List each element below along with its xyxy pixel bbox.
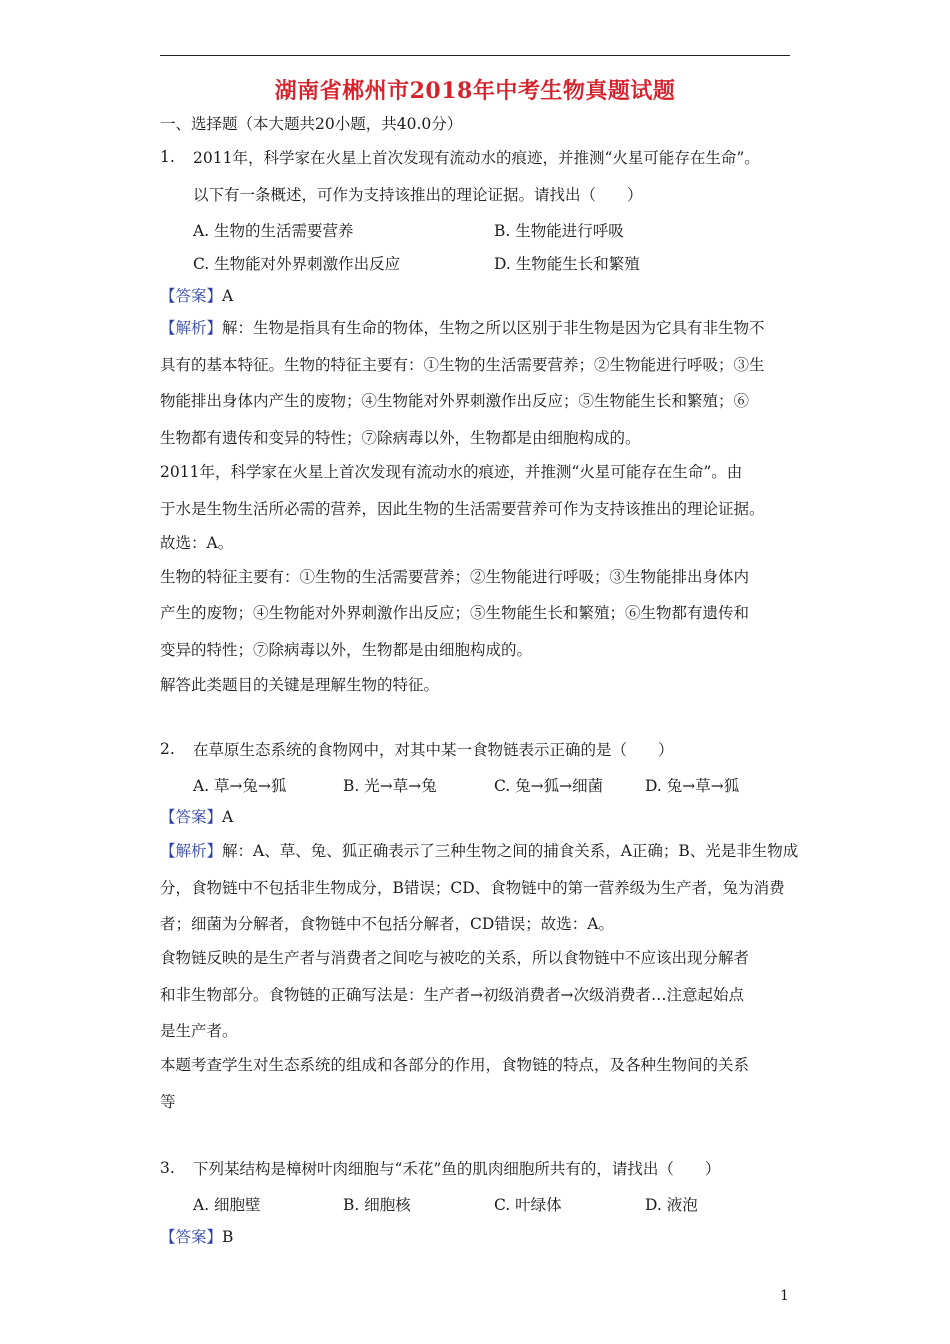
analysis-line: 解答此类题目的关键是理解生物的特征。 — [160, 676, 440, 694]
analysis-line: 故选：A。 — [160, 534, 234, 552]
header-rule — [160, 55, 790, 56]
analysis-line: 等 — [160, 1093, 176, 1111]
section-heading: 一、选择题（本大题共20小题，共40.0分） — [160, 115, 463, 133]
analysis-line: 食物链反映的是生产者与消费者之间吃与被吃的关系，所以食物链中不应该出现分解者 — [160, 949, 750, 967]
analysis-line — [160, 318, 765, 338]
answer-tag: 【答案】 — [160, 287, 223, 305]
answer-line — [160, 286, 233, 306]
answer-value: A — [222, 808, 234, 826]
option-c: C. 生物能对外界刺激作出反应 — [193, 255, 401, 273]
question-number: 1. — [160, 148, 175, 166]
analysis-line: 分，食物链中不包括非生物成分，B错误；CD、食物链中的第一营养级为生产者，兔为消费 — [160, 879, 785, 897]
analysis-line: 者；细菌为分解者，食物链中不包括分解者，CD错误；故选：A。 — [160, 915, 614, 933]
option-d: D. 生物能生长和繁殖 — [494, 255, 640, 273]
page-title: 湖南省郴州市2018年中考生物真题试题 — [274, 78, 676, 104]
option-d: D. 兔→草→狐 — [645, 777, 740, 795]
option-b: B. 细胞核 — [343, 1196, 411, 1214]
analysis-line: 本题考查学生对生态系统的组成和各部分的作用，食物链的特点，及各种生物间的关系 — [160, 1056, 750, 1074]
analysis-tag: 【解析】 — [160, 319, 223, 337]
answer-value: A — [222, 287, 234, 305]
answer-value: B — [222, 1228, 234, 1246]
option-a: A. 生物的生活需要营养 — [193, 222, 354, 240]
analysis-line: 生物都有遗传和变异的特性；⑦除病毒以外，生物都是由细胞构成的。 — [160, 429, 641, 447]
analysis-line: 2011年，科学家在火星上首次发现有流动水的痕迹，并推测“火星可能存在生命”。由 — [160, 463, 743, 481]
analysis-line: 是生产者。 — [160, 1022, 238, 1040]
analysis-text: 解：A、草、兔、狐正确表示了三种生物之间的捕食关系，A正确；B、光是非生物成 — [222, 842, 799, 860]
answer-line — [160, 807, 233, 827]
analysis-tag: 【解析】 — [160, 842, 223, 860]
question-stem: 在草原生态系统的食物网中，对其中某一食物链表示正确的是（ ） — [193, 741, 674, 759]
page-number: 1 — [780, 1288, 789, 1304]
option-a: A. 草→兔→狐 — [193, 777, 287, 795]
analysis-line: 产生的废物；④生物能对外界刺激作出反应；⑤生物能生长和繁殖；⑥生物都有遗传和 — [160, 604, 750, 622]
analysis-line — [160, 841, 798, 861]
analysis-line: 物能排出身体内产生的废物；④生物能对外界刺激作出反应；⑤生物能生长和繁殖；⑥ — [160, 392, 750, 410]
analysis-line: 具有的基本特征。生物的特征主要有：①生物的生活需要营养；②生物能进行呼吸；③生 — [160, 356, 765, 374]
question-number: 2. — [160, 740, 175, 758]
analysis-line: 变异的特性；⑦除病毒以外，生物都是由细胞构成的。 — [160, 641, 533, 659]
option-b: B. 生物能进行呼吸 — [494, 222, 624, 240]
option-c: C. 叶绿体 — [494, 1196, 562, 1214]
analysis-text: 解：生物是指具有生命的物体，生物之所以区别于非生物是因为它具有非生物不 — [222, 319, 765, 337]
analysis-line: 于水是生物生活所必需的营养，因此生物的生活需要营养可作为支持该推出的理论证据。 — [160, 500, 765, 518]
question-stem: 下列某结构是樟树叶肉细胞与“禾花”鱼的肌肉细胞所共有的，请找出（ ） — [193, 1160, 721, 1178]
answer-tag: 【答案】 — [160, 808, 223, 826]
question-number: 3. — [160, 1159, 175, 1177]
option-c: C. 兔→狐→细菌 — [494, 777, 604, 795]
question-stem: 以下有一条概述，可作为支持该推出的理论证据。请找出（ ） — [193, 186, 643, 204]
option-d: D. 液泡 — [645, 1196, 698, 1214]
answer-tag: 【答案】 — [160, 1228, 223, 1246]
option-a: A. 细胞壁 — [193, 1196, 261, 1214]
answer-line — [160, 1227, 233, 1247]
analysis-line: 生物的特征主要有：①生物的生活需要营养；②生物能进行呼吸；③生物能排出身体内 — [160, 568, 750, 586]
option-b: B. 光→草→兔 — [343, 777, 437, 795]
analysis-line: 和非生物部分。食物链的正确写法是：生产者→初级消费者→次级消费者…注意起始点 — [160, 986, 744, 1004]
question-stem: 2011年，科学家在火星上首次发现有流动水的痕迹，并推测“火星可能存在生命”。 — [193, 149, 760, 167]
